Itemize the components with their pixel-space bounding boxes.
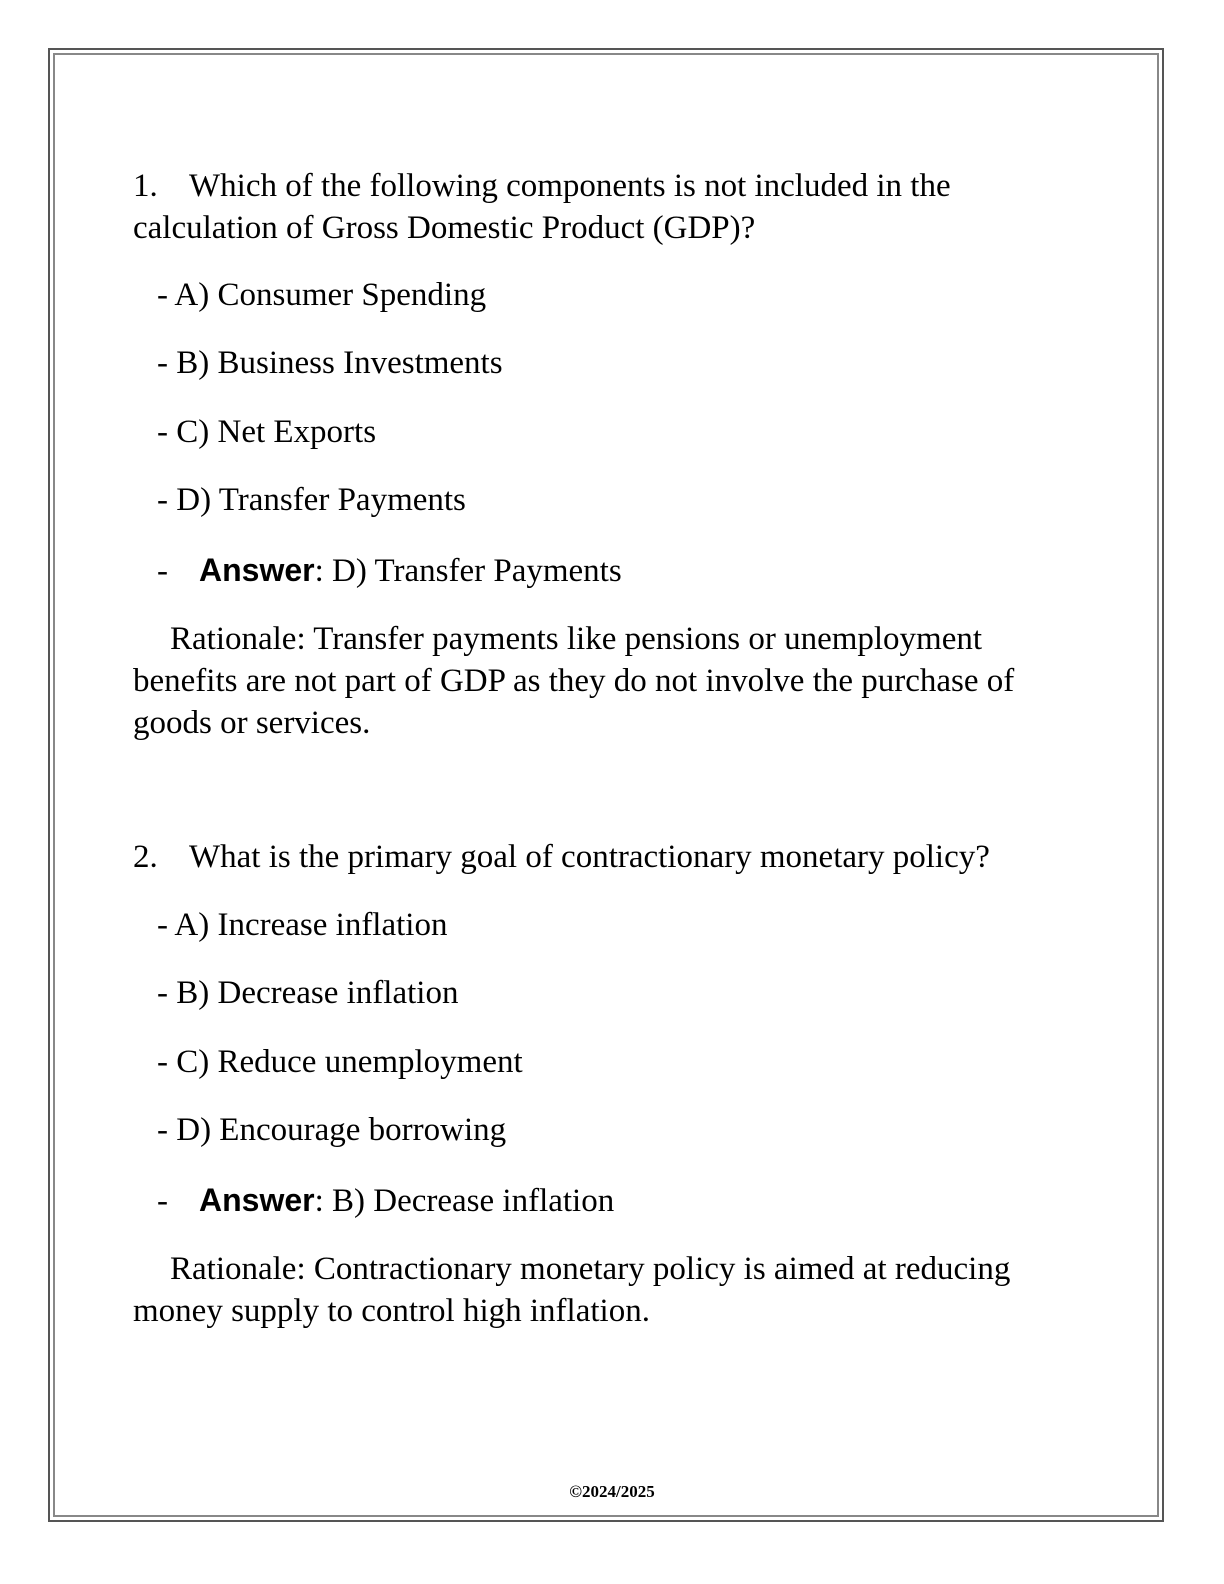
question-2-answer-value: : B) Decrease inflation <box>314 1183 615 1219</box>
question-2-option-b: - B) Decrease inflation <box>157 975 459 1011</box>
question-1-option-a: - A) Consumer Spending <box>157 277 487 313</box>
question-2-option-d: - D) Encourage borrowing <box>157 1112 507 1148</box>
question-2-option-c: - C) Reduce unemployment <box>157 1044 523 1080</box>
question-1-answer-value: : D) Transfer Payments <box>314 553 622 589</box>
question-1-number: 1. <box>133 168 158 204</box>
question-2 <box>133 836 1093 878</box>
question-1-option-c: - C) Net Exports <box>157 414 377 450</box>
question-2-answer-dash: - <box>157 1183 168 1219</box>
question-2-option-a: - A) Increase inflation <box>157 907 448 943</box>
question-2-number: 2. <box>133 839 158 875</box>
question-2-answer-label: Answer <box>199 1182 315 1218</box>
question-1-option-d: - D) Transfer Payments <box>157 482 466 518</box>
question-2-text: What is the primary goal of contractionary monetary policy? <box>189 839 990 875</box>
question-1-answer-label: Answer <box>199 552 315 588</box>
question-1 <box>133 165 1093 249</box>
question-1-answer-dash: - <box>157 553 168 589</box>
question-1-rationale: Rationale: Transfer payments like pensions or unemployment benefits are not part of GDP as they do not involve the purchase of goods or services. <box>133 621 1015 741</box>
question-1-answer <box>157 550 622 591</box>
copyright-footer: ©2024/2025 <box>569 1482 655 1501</box>
question-1-option-b: - B) Business Investments <box>157 345 503 381</box>
question-1-text: Which of the following components is not included in the calculation of Gross Domestic Product (GDP)? <box>133 168 951 246</box>
question-2-rationale: Rationale: Contractionary monetary policy is aimed at reducing money supply to control high inflation. <box>133 1251 1011 1329</box>
question-2-answer <box>157 1180 614 1221</box>
